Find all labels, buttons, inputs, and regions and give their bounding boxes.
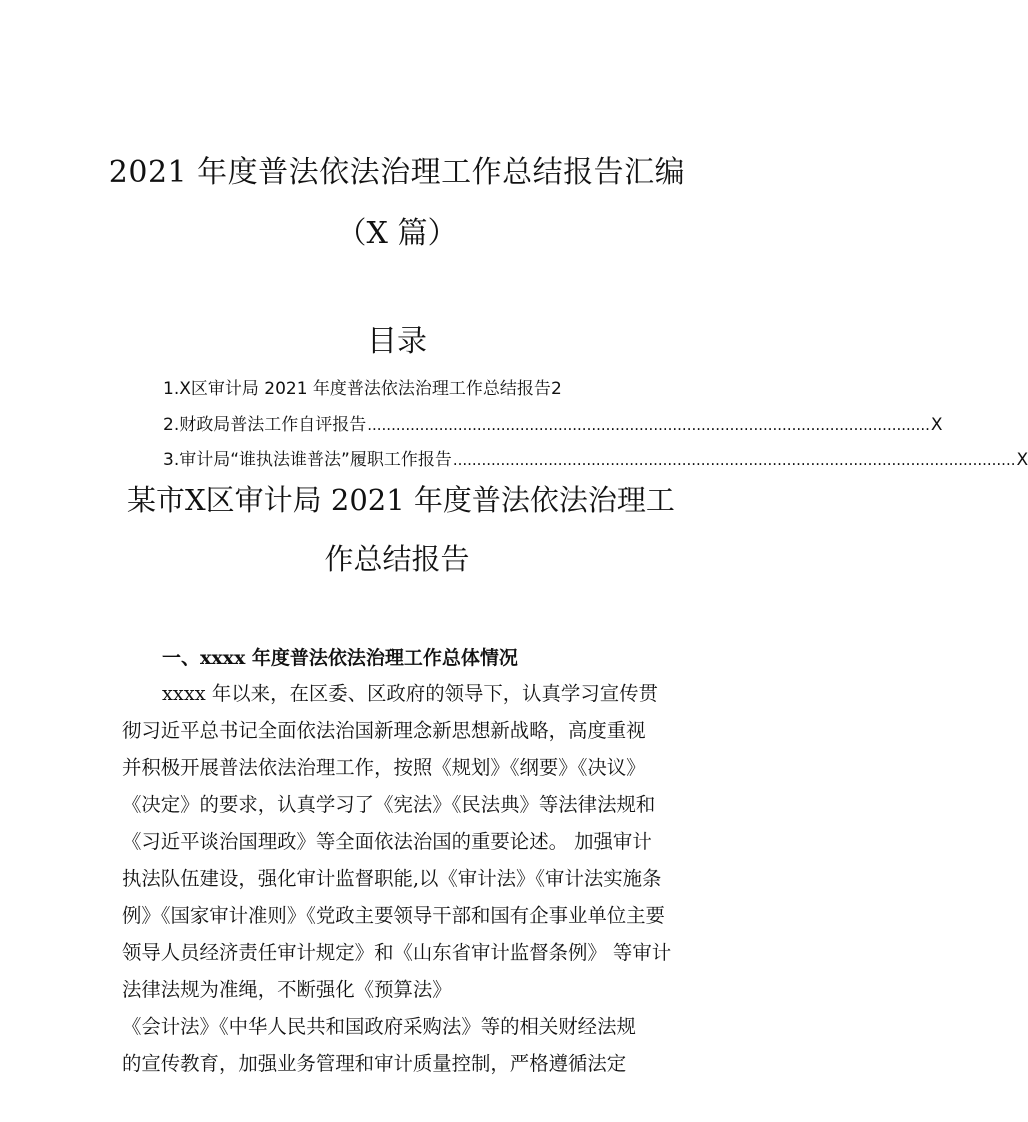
- toc-entry-page: X: [1016, 450, 1028, 470]
- document-subtitle: （X 篇）: [336, 216, 458, 251]
- toc-entry-label: 2.财政局普法工作自评报告: [163, 415, 367, 435]
- body-paragraph-line: 例》《国家审计准则》《党政主要领导干部和国有企事业单位主要: [122, 904, 665, 927]
- body-paragraph-line: 执法队伍建设，强化审计监督职能,以《审计法》《审计法实施条: [122, 867, 662, 890]
- body-paragraph-line: 《会计法》《中华人民共和国政府采购法》等的相关财经法规: [122, 1015, 636, 1038]
- body-paragraph-line: 的宣传教育，加强业务管理和审计质量控制，严格遵循法定: [122, 1052, 627, 1075]
- toc-leader-dots: ......................................................................................................................: [452, 451, 1016, 469]
- toc-entry-page: X: [930, 415, 943, 435]
- section-heading: 一、xxxx 年度普法依法治理工作总体情况: [162, 647, 518, 669]
- body-paragraph-line: xxxx 年以来，在区委、区政府的领导下，认真学习宣传贯: [162, 682, 658, 705]
- body-paragraph-line: 并积极开展普法依法治理工作，按照《规划》《纲要》《决议》: [122, 756, 646, 779]
- body-paragraph-line: 法律法规为准绳，不断强化《预算法》: [122, 978, 452, 1001]
- body-paragraph-line: 彻习近平总书记全面依法治国新理念新思想新战略，高度重视: [122, 719, 646, 742]
- toc-entry[interactable]: [163, 447, 1028, 473]
- toc-entry-label: 1.X区审计局 2021 年度普法依法治理工作总结报告: [163, 379, 551, 399]
- toc-entry[interactable]: [163, 376, 675, 402]
- report-title-line-2: 作总结报告: [324, 542, 470, 576]
- toc-heading: 目录: [367, 324, 427, 359]
- body-paragraph-line: 《决定》的要求，认真学习了《宪法》《民法典》等法律法规和: [122, 793, 656, 816]
- body-paragraph-line: 《习近平谈治国理政》等全面依法治国的重要论述。 加强审计: [122, 830, 652, 853]
- toc-leader-dots: ......................................................................................................................: [367, 416, 930, 434]
- toc-entry[interactable]: [163, 412, 943, 438]
- body-paragraph-line: 领导人员经济责任审计规定》和《山东省审计监督条例》 等审计: [122, 941, 672, 964]
- report-title-line-1: 某市X区审计局 2021 年度普法依法治理工: [127, 483, 675, 517]
- toc-entry-page: 2: [550, 379, 562, 399]
- document-title: 2021 年度普法依法治理工作总结报告汇编: [108, 155, 686, 190]
- toc-entry-label: 3.审计局“谁执法谁普法”履职工作报告: [163, 450, 452, 470]
